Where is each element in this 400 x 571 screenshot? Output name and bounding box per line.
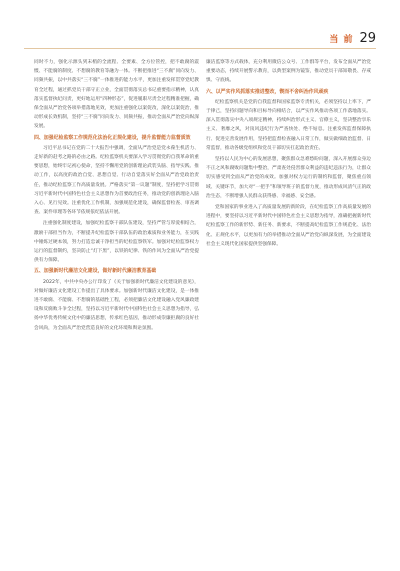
paragraph: 廉洁监察等方式载体，充分利用微信公众号、工作群等平台，发布全面从严治党重要动态，持续开展警示教育，以典型案例为镜鉴，推动党员干部知敬畏、存戒惧、守底线。 (206, 60, 371, 84)
section-heading: 六、以严实作风抓落实推进整改，锲而不舍纠治作风顽疾 (206, 88, 329, 95)
paragraph: 注重强化制度建设，加强纪检监察干部队伍建设，坚持严管与厚爱相结合，激励干部担当作为，不断提升纪检监察干部队伍的政治素质和业务能力，在实践中锤炼过硬本领，努力打造忠诚干净担当的纪检监察铁军。加强对纪检监察权力运行的监督制约，坚决防止“灯下黑”，以铁的纪律、铁的作风为全面从严治党提供有力保障。 (34, 221, 199, 264)
page-header (329, 30, 376, 46)
section-heading: 四、加强纪检监察工作规范化法治化正规化建设，提升监督能力监督质效 (34, 134, 191, 141)
header-divider (24, 48, 376, 49)
paragraph: 纪检监察机关是党的自我监督和国家监察专责机关，必须坚持以上率下，严于律己，坚持问题导向和目标导向相结合，以严实作风推动各项工作落地落实。深入贯彻落实中央八项规定精神，持续纠治形式主义、官僚主义，坚决整治享乐主义、奢靡之风，对顶风违纪行为严查快处、绝不姑息。注重发挥监督保障执行、促进完善发展作用，坚持把监督检查融入日常工作，做实做细政治监督、日常监督，推动各级党组织和党员干部切实扛起政治责任。 (206, 99, 371, 151)
paragraph: 党和国家的事业进入了高质量发展的新阶段，在纪检监察工作高质量发展的进程中，要坚持以习近平新时代中国特色社会主义思想为指导，准确把握新时代纪检监察工作的新形势、新任务、新要求，不断提高纪检监察工作规范化、法治化、正规化水平，以更加有力的举措推动全面从严治党向纵深发展，为全面建设社会主义现代化国家提供坚强保障。 (206, 205, 371, 247)
paragraph: 同时不力，强化示源头到末梢的全流程、全要素、全方位管控，把不敢腐的震慑、不能腐的制度、不想腐的教育等融为一体。不断把推进“三不腐”同向发力、同频共振，以中共落实“三不腐”一体推进的能力水平，更加注重发挥贯穿党纪教育全过程，通过抓党员干部守正立业，全面贯彻落实总书记重要指示精神，认真落实监督执纪问责，更好地运用“四种形态”，促进履职尽责全过程精准把握，确保全面从严治党各项举措落地见效，更加注重强化以案促改，深化以案促治，推动形成长效机制，坚持“三不腐”同向发力、同频共振，推动全面从严治党向纵深发展。 (34, 60, 199, 130)
right-column (206, 58, 371, 251)
paragraph: 坚持以人民为中心的发展思想，聚焦群众急难愁盼问题，深入开展群众身边不正之风和腐败问题集中整治，严肃查处侵害群众利益的违纪违法行为，让群众切实感受到全面从严治党的成效。加强对权力运行的制约和监督，聚焦重点领域、关键环节，加大对“一把手”和领导班子的监督力度，推动形成风清气正的政治生态，不断增强人民群众获得感、幸福感、安全感。 (206, 157, 371, 199)
paragraph: 2022年，中共中央办公厅印发了《关于加强新时代廉洁文化建设的意见》，对做好廉洁文化建设工作提出了具体要求。加强新时代廉洁文化建设，是一体推进不敢腐、不能腐、不想腐的基础性工程，必须把廉洁文化建设融入党风廉政建设和反腐败斗争全过程，坚持以习近平新时代中国特色社会主义思想为指导，弘扬中华优秀传统文化中的廉洁思想，传承红色基因，推动形成崇廉拒腐的良好社会风尚，为全面从严治党营造良好的文化环境和舆论氛围。 (34, 279, 199, 331)
paragraph: 习近平总书记在党的二十大报告中强调，全面从严治党是党永葆生机活力、走好新的赶考之路的必由之路。纪检监察机关要深入学习贯彻党的自我革命的重要思想，始终牢记初心使命，坚持不懈用党的创新理论武装头脑、指导实践、推动工作，以高度的政治自觉、思想自觉、行动自觉落实好全面从严治党政治责任，推动纪检监察工作高质量发展。严格落实“第一议题”制度，坚持把学习贯彻习近平新时代中国特色社会主义思想作为首要政治任务，推动党的创新理论入脑入心、见行见效。注重优化工作机制，加强规范化建设，确保监督检查、审查调查、案件审理等各环节依规依纪依法开展。 (34, 145, 199, 216)
section-tag: 当 前 (329, 34, 354, 45)
section-heading: 五、加强新时代廉洁文化建设，做好新时代廉洁教育基础 (34, 268, 157, 275)
left-column (34, 58, 199, 335)
page-number: 29 (359, 30, 376, 46)
